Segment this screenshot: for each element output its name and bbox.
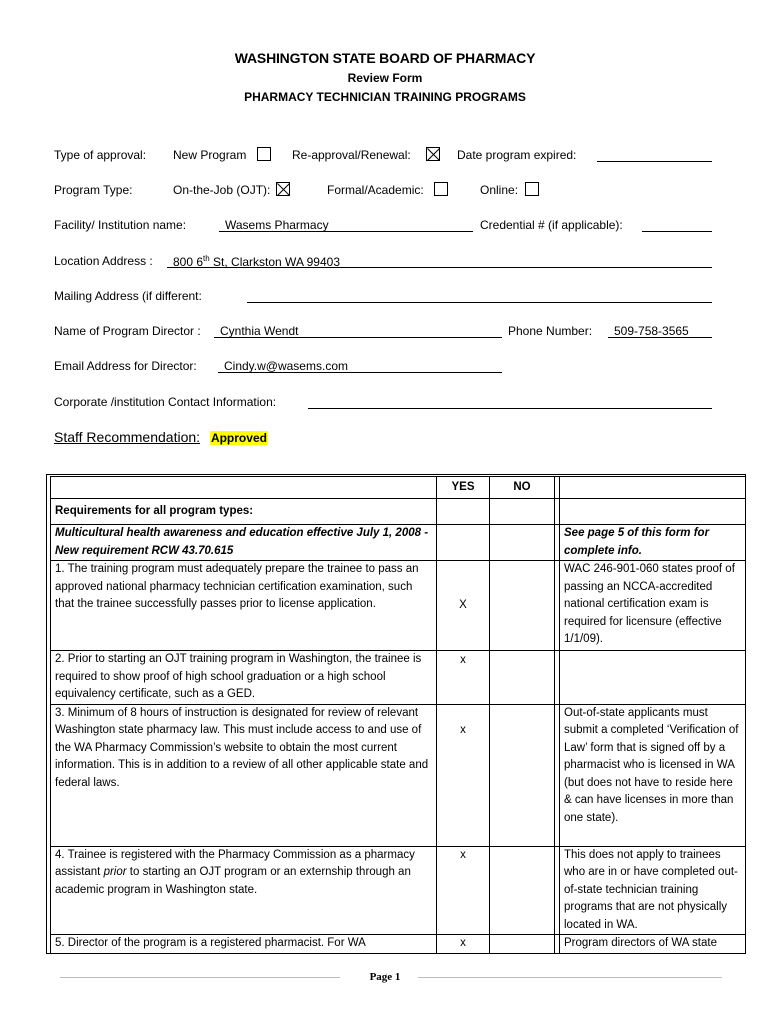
corporate-contact-field[interactable]	[308, 395, 712, 409]
credential-label: Credential # (if applicable):	[480, 218, 623, 232]
requirement-note: WAC 246-901-060 states proof of passing an NCCA-accredited national certification exam is required for licensure (effective 1/1/09).	[560, 561, 747, 651]
multicultural-requirement: Multicultural health awareness and education effective July 1, 2008 -New requirement RCW 43.70.615	[51, 525, 437, 561]
table-row	[51, 651, 747, 705]
yes-mark[interactable]: x	[437, 846, 490, 935]
requirements-table-wrapper	[46, 476, 746, 954]
location-number: 800 6	[173, 255, 204, 269]
requirement-text: 1. The training program must adequately prepare the trainee to pass an approved national pharmacy technician certification examination, such that the trainee successfully passes prior to license application.	[51, 561, 437, 651]
requirement-text-b: to starting an OJT program or an externship through an academic program in Washington state.	[55, 866, 411, 896]
multicultural-row	[51, 525, 747, 561]
online-label: Online:	[480, 183, 519, 197]
mailing-field[interactable]	[247, 289, 712, 303]
document-title: WASHINGTON STATE BOARD OF PHARMACY	[234, 50, 536, 66]
table-row	[51, 704, 747, 846]
ojt-label: On-the-Job (OJT):	[173, 183, 271, 197]
reapproval-checkbox[interactable]	[426, 147, 440, 161]
date-expired-field[interactable]	[597, 148, 712, 162]
section-header-row	[51, 499, 747, 525]
no-mark[interactable]	[490, 561, 555, 651]
table-row	[51, 935, 747, 955]
requirement-note: This does not apply to trainees who are in or have completed out-of-state technician training programs that are not physically located in WA.	[560, 846, 747, 935]
section-no-cell	[490, 499, 555, 525]
requirement-note: Program directors of WA state	[560, 935, 747, 955]
corporate-contact-label: Corporate /institution Contact Information:	[54, 395, 277, 409]
credential-field[interactable]	[642, 218, 712, 232]
requirement-note	[560, 651, 747, 705]
section-notes-cell	[560, 499, 747, 525]
yes-mark[interactable]: x	[437, 935, 490, 955]
type-of-approval-label: Type of approval:	[54, 148, 147, 162]
formal-academic-checkbox[interactable]	[434, 182, 448, 196]
online-checkbox[interactable]	[525, 182, 539, 196]
new-program-label: New Program	[173, 148, 247, 162]
email-field[interactable]: Cindy.w@wasems.com	[218, 359, 502, 373]
formal-academic-label: Formal/Academic:	[327, 183, 424, 197]
requirement-text-a: 4. Trainee is registered with the Pharmacy Commission as a pharmacy assistant	[55, 848, 415, 878]
staff-recommendation-label: Staff Recommendation:	[54, 429, 201, 445]
page-number: Page 1	[369, 971, 401, 983]
director-field[interactable]: Cynthia Wendt	[214, 324, 502, 338]
location-street: St, Clarkston WA 99403	[209, 255, 340, 269]
requirement-text	[51, 846, 437, 935]
no-mark[interactable]	[490, 704, 555, 846]
phone-field[interactable]: 509-758-3565	[608, 324, 712, 338]
no-mark[interactable]	[490, 935, 555, 955]
document-subtitle: Review Form	[347, 71, 423, 85]
requirements-table	[50, 476, 746, 954]
yes-mark[interactable]: X	[437, 561, 490, 651]
location-field[interactable]	[167, 254, 712, 268]
multicultural-note: See page 5 of this form for complete info.	[560, 525, 747, 561]
facility-label: Facility/ Institution name:	[54, 218, 187, 232]
yes-mark[interactable]: x	[437, 651, 490, 705]
staff-recommendation-value: Approved	[210, 431, 267, 445]
section-yes-cell	[437, 499, 490, 525]
requirement-note: Out-of-state applicants must submit a completed ‘Verification of Law’ form that is signed off by a pharmacist who is licensed in WA (but does not have to reside here & can have licenses in more than one state).	[560, 704, 747, 846]
table-row	[51, 561, 747, 651]
reapproval-label: Re-approval/Renewal:	[292, 148, 411, 162]
ojt-checkbox[interactable]	[276, 182, 290, 196]
staff-recommendation	[54, 429, 268, 445]
no-mark[interactable]	[490, 846, 555, 935]
header-notes-cell	[560, 477, 747, 499]
email-label: Email Address for Director:	[54, 359, 197, 373]
multicultural-yes-cell	[437, 525, 490, 561]
requirement-text: 3. Minimum of 8 hours of instruction is designated for review of relevant Washington state pharmacy law. This must include access to and use of the WA Pharmacy Commission’s website to obtain the most current information. This is in addition to a review of all other applicable state and federal laws.	[51, 704, 437, 846]
table-header-row	[51, 477, 747, 499]
no-mark[interactable]	[490, 651, 555, 705]
location-label: Location Address :	[54, 254, 153, 268]
mailing-label: Mailing Address (if different:	[54, 289, 202, 303]
date-expired-label: Date program expired:	[457, 148, 577, 162]
section-header: Requirements for all program types:	[51, 499, 437, 525]
director-label: Name of Program Director :	[54, 324, 201, 338]
table-row	[51, 846, 747, 935]
col-no-header: NO	[490, 477, 555, 499]
yes-mark[interactable]: x	[437, 704, 490, 846]
location-suffix: th	[203, 254, 210, 263]
phone-label: Phone Number:	[508, 324, 593, 338]
header-blank-cell	[51, 477, 437, 499]
program-type-label: Program Type:	[54, 183, 133, 197]
requirement-text: 2. Prior to starting an OJT training program in Washington, the trainee is required to show proof of high school graduation or a high school equivalency certificate, such as a GED.	[51, 651, 437, 705]
program-title: PHARMACY TECHNICIAN TRAINING PROGRAMS	[244, 90, 526, 104]
multicultural-no-cell	[490, 525, 555, 561]
requirement-text: 5. Director of the program is a registered pharmacist. For WA	[51, 935, 437, 955]
requirement-text-emphasis: prior	[103, 866, 127, 878]
facility-field[interactable]: Wasems Pharmacy	[219, 218, 473, 232]
new-program-checkbox[interactable]	[257, 147, 271, 161]
col-yes-header: YES	[437, 477, 490, 499]
